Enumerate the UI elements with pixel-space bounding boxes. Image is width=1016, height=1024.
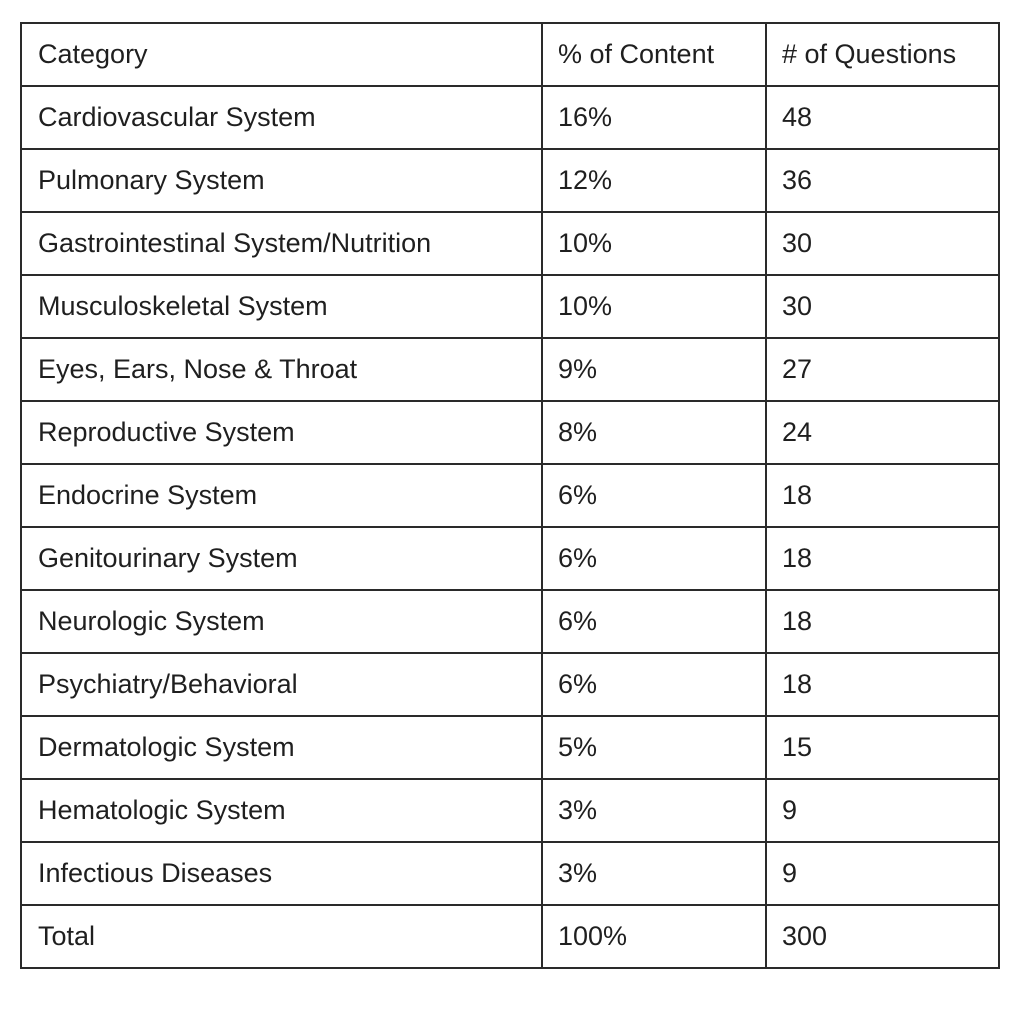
- percent-cell: 6%: [542, 464, 766, 527]
- total-percent-cell: 100%: [542, 905, 766, 968]
- questions-cell: 18: [766, 590, 999, 653]
- table-row: [21, 275, 999, 338]
- questions-cell: 30: [766, 275, 999, 338]
- category-cell: Neurologic System: [21, 590, 542, 653]
- category-cell: Gastrointestinal System/Nutrition: [21, 212, 542, 275]
- questions-cell: 15: [766, 716, 999, 779]
- category-cell: Endocrine System: [21, 464, 542, 527]
- percent-cell: 8%: [542, 401, 766, 464]
- header-percent-content: % of Content: [542, 23, 766, 86]
- total-label-cell: Total: [21, 905, 542, 968]
- questions-cell: 24: [766, 401, 999, 464]
- questions-cell: 9: [766, 842, 999, 905]
- table-row: [21, 653, 999, 716]
- table-row: [21, 590, 999, 653]
- category-cell: Pulmonary System: [21, 149, 542, 212]
- percent-cell: 6%: [542, 653, 766, 716]
- table-row: [21, 527, 999, 590]
- table-row: [21, 779, 999, 842]
- content-distribution-table: [20, 22, 1000, 969]
- percent-cell: 16%: [542, 86, 766, 149]
- percent-cell: 5%: [542, 716, 766, 779]
- questions-cell: 36: [766, 149, 999, 212]
- category-cell: Reproductive System: [21, 401, 542, 464]
- table-body: [21, 86, 999, 968]
- percent-cell: 12%: [542, 149, 766, 212]
- table-row: [21, 212, 999, 275]
- header-question-count: # of Questions: [766, 23, 999, 86]
- questions-cell: 27: [766, 338, 999, 401]
- percent-cell: 6%: [542, 527, 766, 590]
- category-cell: Eyes, Ears, Nose & Throat: [21, 338, 542, 401]
- questions-cell: 48: [766, 86, 999, 149]
- category-cell: Hematologic System: [21, 779, 542, 842]
- table-row: [21, 464, 999, 527]
- header-category: Category: [21, 23, 542, 86]
- table-row: [21, 401, 999, 464]
- table-header-row: [21, 23, 999, 86]
- total-questions-cell: 300: [766, 905, 999, 968]
- table-row: [21, 149, 999, 212]
- category-cell: Dermatologic System: [21, 716, 542, 779]
- category-cell: Cardiovascular System: [21, 86, 542, 149]
- content-table-container: [20, 22, 998, 969]
- questions-cell: 30: [766, 212, 999, 275]
- questions-cell: 18: [766, 653, 999, 716]
- table-row: [21, 716, 999, 779]
- percent-cell: 3%: [542, 779, 766, 842]
- table-total-row: [21, 905, 999, 968]
- questions-cell: 18: [766, 527, 999, 590]
- category-cell: Musculoskeletal System: [21, 275, 542, 338]
- percent-cell: 10%: [542, 212, 766, 275]
- questions-cell: 18: [766, 464, 999, 527]
- table-row: [21, 842, 999, 905]
- percent-cell: 6%: [542, 590, 766, 653]
- percent-cell: 3%: [542, 842, 766, 905]
- percent-cell: 10%: [542, 275, 766, 338]
- table-row: [21, 86, 999, 149]
- percent-cell: 9%: [542, 338, 766, 401]
- category-cell: Genitourinary System: [21, 527, 542, 590]
- category-cell: Psychiatry/Behavioral: [21, 653, 542, 716]
- table-row: [21, 338, 999, 401]
- category-cell: Infectious Diseases: [21, 842, 542, 905]
- questions-cell: 9: [766, 779, 999, 842]
